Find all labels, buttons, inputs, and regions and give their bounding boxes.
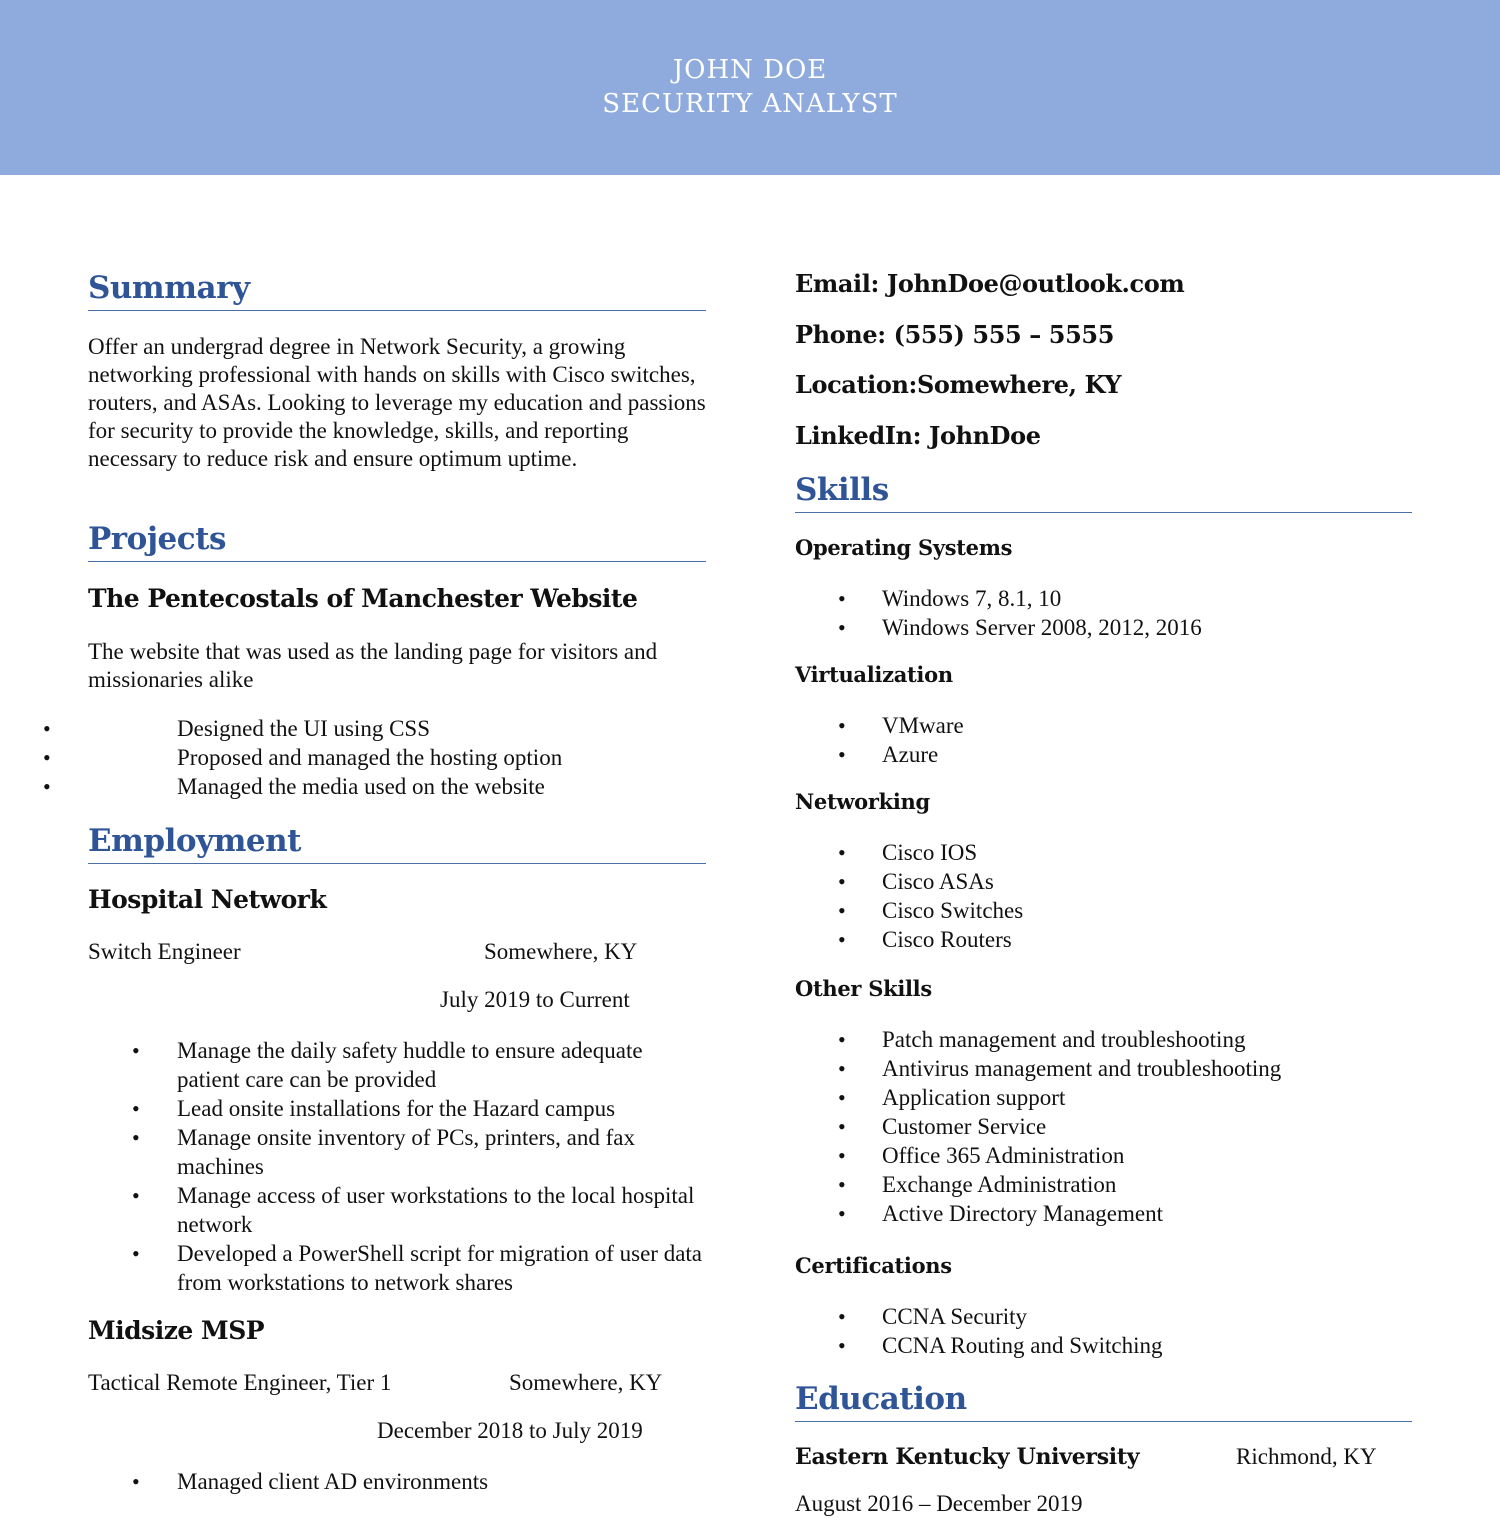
- job-dates: July 2019 to Current: [440, 987, 630, 1012]
- list-item: • CCNA Routing and Switching: [795, 1331, 1412, 1360]
- education-dates: August 2016 – December 2019: [795, 1491, 1083, 1516]
- job-bullets: [88, 1467, 706, 1496]
- skill-group-title: Virtualization: [795, 662, 953, 687]
- list-item: • Antivirus management and troubleshooting: [795, 1054, 1412, 1083]
- list-item: • Cisco ASAs: [795, 867, 1412, 896]
- list-item: • Managed the media used on the website: [0, 772, 706, 801]
- list-item: • Developed a PowerShell script for migration of user data from workstations to network shares: [88, 1239, 706, 1297]
- job-role: Switch Engineer: [88, 939, 241, 964]
- list-item: • Manage onsite inventory of PCs, printers, and fax machines: [88, 1123, 706, 1181]
- list-item: • Active Directory Management: [795, 1199, 1412, 1228]
- job-company: Hospital Network: [88, 885, 327, 914]
- list-item: • Manage the daily safety huddle to ensure adequate patient care can be provided: [88, 1036, 706, 1094]
- education-school: Eastern Kentucky University: [795, 1444, 1140, 1470]
- contact-location: Location:Somewhere, KY: [795, 370, 1122, 399]
- list-item: • Patch management and troubleshooting: [795, 1025, 1412, 1054]
- list-item: • Windows 7, 8.1, 10: [795, 584, 1412, 613]
- skill-list: [795, 1025, 1412, 1228]
- skill-list: [795, 838, 1412, 954]
- summary-text: Offer an undergrad degree in Network Security, a growing networking professional with hands on skills with Cisco switches, routers, and ASAs. Looking to leverage my education and passions for security to provide the knowledge, skills, and reporting necessary to reduce risk and ensure optimum uptime.: [88, 334, 706, 471]
- employment-heading: Employment: [88, 821, 706, 864]
- education-heading: Education: [795, 1379, 1412, 1422]
- list-item: • Windows Server 2008, 2012, 2016: [795, 613, 1412, 642]
- skill-group-title: Operating Systems: [795, 535, 1013, 560]
- list-item: • Cisco Switches: [795, 896, 1412, 925]
- candidate-name: JOHN DOE: [672, 55, 828, 85]
- skills-heading: Skills: [795, 470, 1412, 513]
- job-bullets: [88, 1036, 706, 1297]
- list-item: • Lead onsite installations for the Hazard campus: [88, 1094, 706, 1123]
- list-item: • Managed client AD environments: [88, 1467, 706, 1496]
- list-item: • Cisco IOS: [795, 838, 1412, 867]
- candidate-title: SECURITY ANALYST: [602, 89, 898, 119]
- contact-linkedin: LinkedIn: JohnDoe: [795, 421, 1041, 450]
- list-item: • Office 365 Administration: [795, 1141, 1412, 1170]
- project-bullets: [0, 714, 706, 801]
- project-description: The website that was used as the landing page for visitors and missionaries alike: [88, 639, 658, 692]
- list-item: • Cisco Routers: [795, 925, 1412, 954]
- list-item: • Manage access of user workstations to the local hospital network: [88, 1181, 706, 1239]
- job-location: Somewhere, KY: [484, 939, 638, 964]
- skill-group-title: Other Skills: [795, 976, 932, 1001]
- list-item: • CCNA Security: [795, 1302, 1412, 1331]
- projects-heading: Projects: [88, 519, 706, 562]
- list-item: • Designed the UI using CSS: [0, 714, 706, 743]
- skill-list: [795, 1302, 1412, 1360]
- resume-header: [0, 0, 1500, 175]
- job-company: Midsize MSP: [88, 1316, 265, 1345]
- contact-email: Email: JohnDoe@outlook.com: [795, 269, 1185, 298]
- summary-heading: Summary: [88, 268, 706, 311]
- project-name: The Pentecostals of Manchester Website: [88, 584, 638, 613]
- list-item: • Customer Service: [795, 1112, 1412, 1141]
- skill-group-title: Certifications: [795, 1253, 952, 1278]
- job-location: Somewhere, KY: [509, 1370, 663, 1395]
- list-item: • Azure: [795, 740, 1412, 769]
- list-item: • Proposed and managed the hosting option: [0, 743, 706, 772]
- job-dates: December 2018 to July 2019: [377, 1418, 643, 1443]
- skill-list: [795, 711, 1412, 769]
- list-item: • Exchange Administration: [795, 1170, 1412, 1199]
- skill-list: [795, 584, 1412, 642]
- contact-phone: Phone: (555) 555 – 5555: [795, 320, 1115, 349]
- education-location: Richmond, KY: [1236, 1444, 1377, 1469]
- job-role: Tactical Remote Engineer, Tier 1: [88, 1370, 392, 1395]
- skill-group-title: Networking: [795, 789, 930, 814]
- list-item: • VMware: [795, 711, 1412, 740]
- list-item: • Application support: [795, 1083, 1412, 1112]
